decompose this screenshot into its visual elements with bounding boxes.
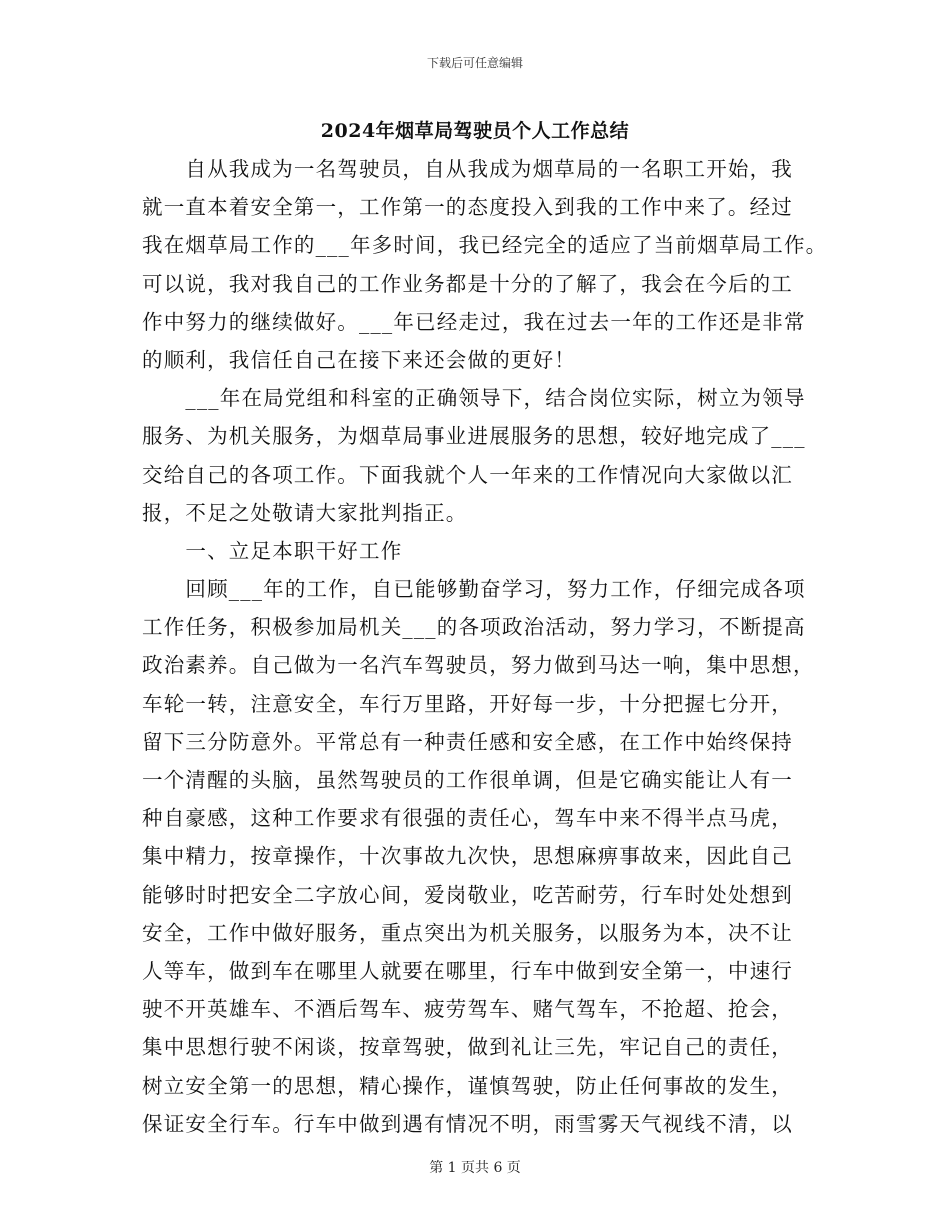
body-line: 人等车，做到车在哪里人就要在哪里，行车中做到安全第一，中速行 [142,958,793,983]
body-line: 工作任务，积极参加局机关___的各项政治活动，努力学习，不断提高 [142,615,806,640]
body-line: 安全，工作中做好服务，重点突出为机关服务，以服务为本，决不让 [142,920,793,945]
body-line: 就一直本着安全第一，工作第一的态度投入到我的工作中来了。经过 [142,195,793,220]
body-line: 保证安全行车。行车中做到遇有情况不明，雨雪雾天气视线不清，以 [142,1111,793,1136]
body-line: 驶不开英雄车、不酒后驾车、疲劳驾车、赌气驾车，不抢超、抢会， [142,997,793,1022]
body-line: 回顾___年的工作，自已能够勤奋学习，努力工作，仔细完成各项 [142,577,806,602]
header-note: 下载后可任意编辑 [426,56,523,70]
body-line: 的顺利，我信任自己在接下来还会做的更好！ [142,347,576,372]
body-line: 报，不足之处敬请大家批判指正。 [142,500,468,525]
body-line: 种自豪感，这种工作要求有很强的责任心，驾车中来不得半点马虎， [142,806,793,831]
body-line: 我在烟草局工作的___年多时间，我已经完全的适应了当前烟草局工作。 [142,233,828,258]
body-line: 服务、为机关服务，为烟草局事业进展服务的思想，较好地完成了___ [142,424,806,449]
body-line: 可以说，我对我自己的工作业务都是十分的了解了，我会在今后的工 [142,271,793,296]
document-title: 2024年烟草局驾驶员个人工作总结 [320,120,630,142]
body-line: ___年在局党组和科室的正确领导下，结合岗位实际，树立为领导 [142,386,806,411]
body-line: 政治素养。自己做为一名汽车驾驶员，努力做到马达一响，集中思想， [142,653,815,678]
body-line: 自从我成为一名驾驶员，自从我成为烟草局的一名职工开始，我 [142,157,793,181]
document-body [142,150,828,1143]
body-line: 集中精力，按章操作，十次事故九次快，思想麻痹事故来，因此自己 [142,844,793,869]
body-line: 树立安全第一的思想，精心操作，谨慎驾驶，防止任何事故的发生， [142,1073,793,1098]
body-line: 作中努力的继续做好。___年已经走过，我在过去一年的工作还是非常 [142,309,806,334]
body-line: 车轮一转，注意安全，车行万里路，开好每一步，十分把握七分开， [142,691,793,716]
body-line: 能够时时把安全二字放心间，爱岗敬业，吃苦耐劳，行车时处处想到 [142,882,793,907]
page-footer: 第 1 页共 6 页 [429,1160,521,1176]
body-line: 留下三分防意外。平常总有一种责任感和安全感，在工作中始终保持 [142,729,793,754]
body-line: 集中思想行驶不闲谈，按章驾驶，做到礼让三先，牢记自己的责任， [142,1035,793,1060]
body-line: 交给自己的各项工作。下面我就个人一年来的工作情况向大家做以汇 [142,462,793,487]
body-line: 一个清醒的头脑，虽然驾驶员的工作很单调，但是它确实能让人有一 [142,768,793,792]
body-line: 一、立足本职干好工作 [142,538,403,563]
